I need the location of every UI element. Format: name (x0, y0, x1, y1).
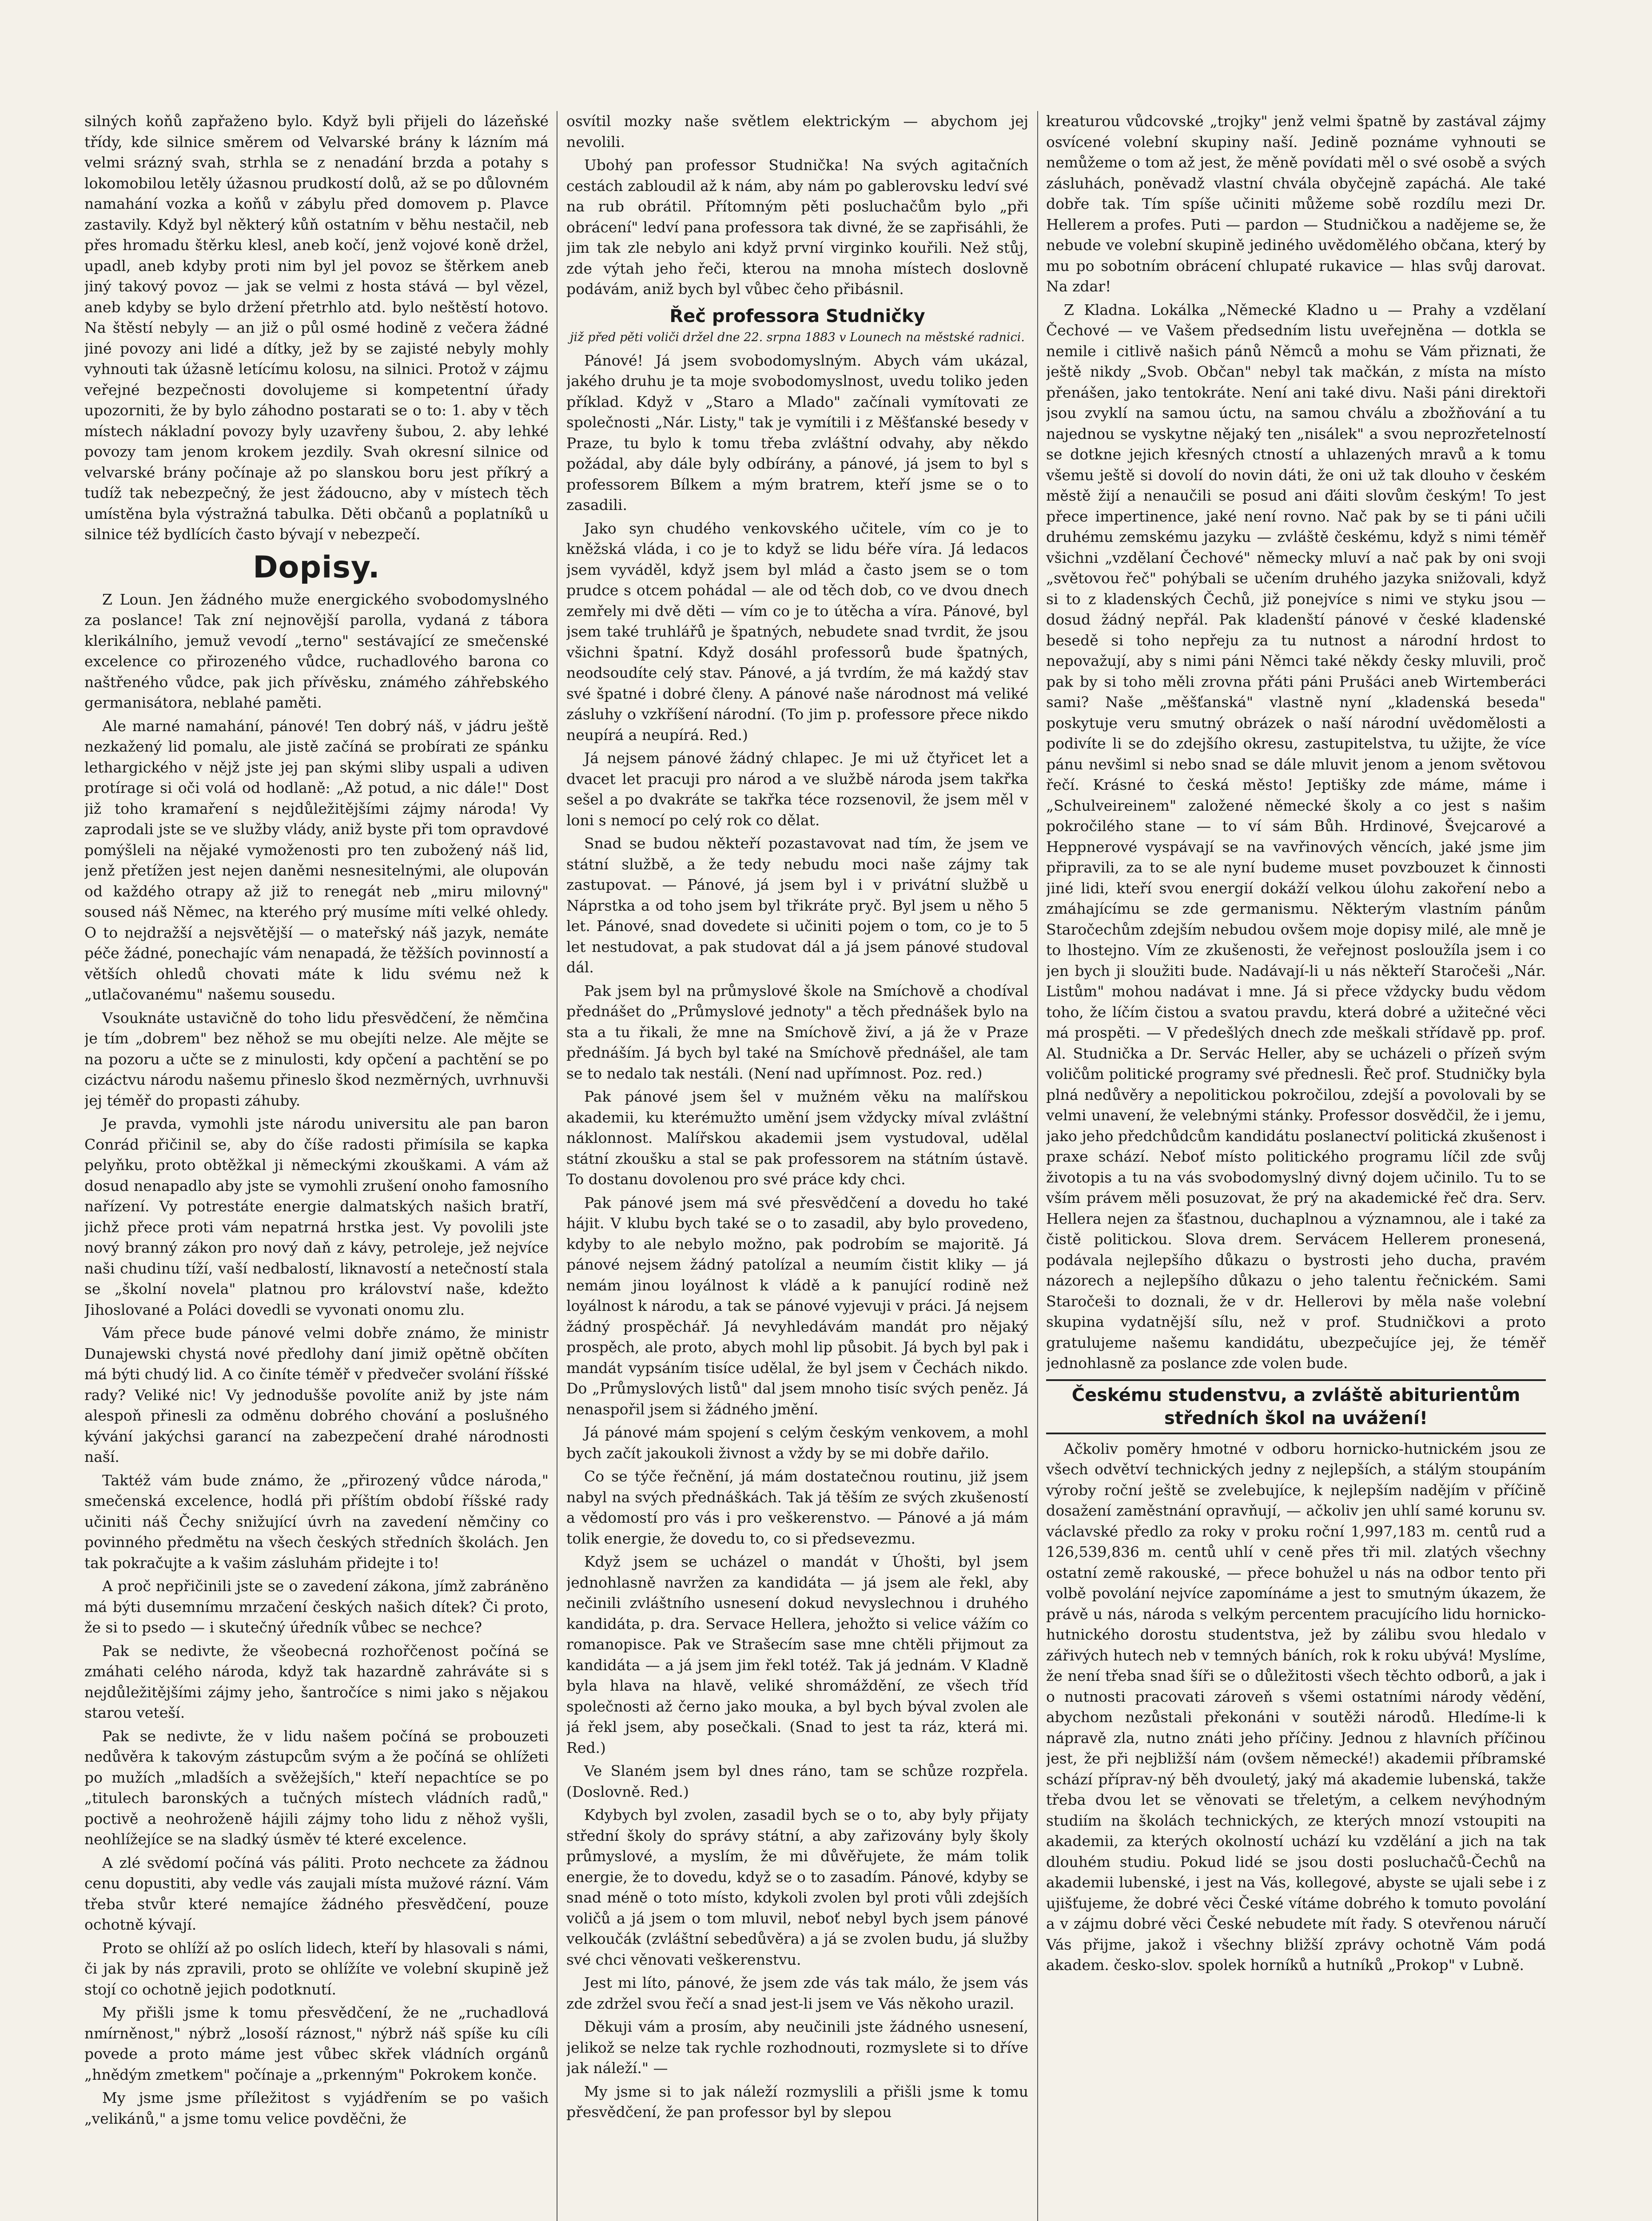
speech-paragraph: Děkuji vám a prosím, aby neučinili jste žádného usnesení, jelikož se nelze tak rychle rozhodnouti, rozmyslete si to dříve jak náleží." — (566, 2018, 1028, 2077)
article-continuation: silných koňů zapřaženo bylo. Když byli přijeli do lázeňské třídy, kde silnice směrem od Velvarské brány k lázním má velmi srázný svah, strhla se z nenadání brzda a potahy s lokomobilou letěly úžasnou prudkostí dolů, až se po důlovném namahání vozka a koňů v zábylu před domovem p. Plavce zastavily. Když byl některý kůň ostatním v běhu nestačil, neb přes hromadu štěrku klesl, aneb kočí, jenž vojové koně držel, upadl, aneb kdyby proti nim byl jel povoz se štěrkem aneb jiný takový povoz — jak se velmi z hosta stává — byl vězel, aneb kdyby se bylo držení přetrhlo atd. bylo neštěstí hotovo. Na štěstí nebyly — an již o půl osmé hodině z večera žádné jiné povozy ani lidé a dítky, jež by se zajisté nebyly mohly vyhnouti tak úžasně letícímu kolosu, na silnici. Protož v zájmu veřejné bezpečnosti dovolujeme si kompetentní úřady upozorniti, že by bylo záhodno postarati se o to: 1. aby v těch místech nákladní povozy byly uzavřeny šubou, 2. aby lehké povozy tam jenom krokem jezdily. Svah okresní silnice od velvarské brány počínaje až po slanskou boru jest příkrý a tudíž tak nebezpečný, že jest žádoucno, aby v místech těch umístěna byla výstražná tabulka. Děti občanů a poplatníků u silnice též bydlících často bývají v nebezpečí. (84, 112, 549, 543)
letter-paragraph: Proto se ohlíží až po oslích lidech, kteří by hlasovali s námi, či jak by nás zpravili, proto se ohlížíte ve volební skupině jež stojí co ochotně jejich podotknutí. (84, 1939, 549, 1998)
letter-paragraph: A zlé svědomí počíná vás páliti. Proto nechcete za žádnou cenu dopustiti, aby vedle vás zaujali místa mužové rázní. Vám třeba stvůr které nemajíce žádného přesvědčení, pouze ochotně kývají. (84, 1854, 549, 1933)
speech-paragraph: Snad se budou někteří pozastavovat nad tím, že jsem ve státní službě, a že tedy nebudu moci naše zájmy tak zastupovat. — Pánové, já jsem byl i v privátní službě u Náprstka a od toho jsem byl třikráte pryč. Byl jsem u něho 5 let. Pánové, snad dovedete si učiniti pojem o tom, co je to 5 let nestudovat, a pak studovat dál a já jsem pánové studoval dál. (566, 835, 1028, 976)
newspaper-page (84, 111, 1546, 2221)
letter-paragraph: Pak se nedivte, že v lidu našem počíná se probouzeti nedůvěra k takovým zástupcům svým a že počíná se ohlížeti po mužích „mladších a svěžejších," kteří nepachtíce se po „titulech baronských a tučných místech vládních radů," poctivě a neohroženě hájili zájmy toho lidu z něhož vyšli, neohlížejíce se na sladký úsměv té které excelence. (84, 1727, 549, 1848)
speech-paragraph: Pak pánové jsem šel v mužném věku na malířskou akademii, ku kterémužto umění jsem vždycky míval zvláštní náklonnost. Malířskou akademii jsem vystudoval, udělal státní zkoušku a stal se pak professorem na státním ústavě. To dostanu dovolenou pro své práce kdy chci. (566, 1088, 1028, 1188)
letter-paragraph: Ubohý pan professor Studnička! Na svých agitačních cestách zabloudil až k nám, aby nám po gablerovsku ledví své na rub obrátil. Přítomným pěti posluchačům bylo „při obrácení" ledví pana professora tak divné, že se zapřisáhli, že jim tak zle nebylo ani když první virginko kouřili. Než stůj, zde výtah jeho řeči, kterou na mnoha místech doslovně podávám, aniž bych byl vůbec čeho přibásnil. (566, 156, 1028, 298)
column-left (84, 111, 549, 2221)
speech-paragraph: Pak jsem byl na průmyslové škole na Smíchově a chodíval přednášet do „Průmyslové jednoty" a těch přednášek bylo na sta a tu řikali, že mne na Smíchově živí, a já že v Praze přednáším. Já bych byl také na Smíchově přednášel, ale tam se to nedalo tak nestáli. (Není nad upřímnost. Poz. red.) (566, 982, 1028, 1082)
letter-paragraph: kreaturou vůdcovské „trojky" jenž velmi špatně by zastával zájmy osvícené volební skupiny naší. Jedině poznáme vyhnouti se nemůžeme o tom až jest, že měně povídati měl o své osobě a svých zásluhách, poněvadž vlastní chvála obyčejně zapáchá. Ale také dobře tak. Tím spíše učiniti můžeme sobě rozdílu mezi Dr. Hellerem a profes. Puti — pardon — Studničkou a nadějeme se, že nebude ve volební skupině jediného uvědomělého občana, který by mu po sobotním obrácení chlupaté rukavice — hlas svůj darovat. Na zdar! (1046, 112, 1546, 295)
letter-paragraph: Pak se nedivte, že všeobecná rozhořčenost počíná se zmáhati celého národa, když tak hazardně zahráváte si s nejdůležitějšími zájmy jeho, šantročíce s nimi jako s nějakou starou veteší. (84, 1642, 549, 1721)
speech-heading: Řeč professora Studničky (669, 306, 925, 326)
students-notice-heading: Českému studenstvu, a zvláště abiturientům středních škol na uvážení! (1046, 1379, 1546, 1434)
section-heading-dopisy: Dopisy. (253, 549, 380, 585)
students-notice-text: Ačkoliv poměry hmotné v odboru hornicko-hutnickém jsou ze všech odvětví technických jedny z nejlepších, a stálým stoupáním výroby roční ještě se zvelebujíce, k nejlepším nadějím v příčině dosažení zaměstnání opravňují, — ačkoliv jen uhlí samé korunu sv. václavské předlo za roky v proku roční 1,997,183 m. centů rud a 126,539,836 m. centů uhlí v ceně přes tři mil. zlatých všechny ostatní země rakouské, — přece bohužel u nás na odbor tento při volbě povolání nejvíce zapomínáme a jest to smutným úkazem, že právě u nás, národa s velkým percentem pracujícího lidu hornicko-hutnického dorostu studentstva, jež by zálibu svou hledalo v zářivých hutech neb v temných báních, rok k roku ubývá! Myslíme, že není třeba snad šíři se o důležitosti všech těchto odborů, a jak i o nutnosti pracovati zároveň s všemi ostatními národy vědění, abychom nezůstali překonáni v soutěži národů. Hledíme-li k nápravě zla, nutno znáti jeho příčiny. Jednou z hlavních příčinou jest, že při nejbližší nám (ovšem německé!) akademii příbramské schází příprav-ný běh dvouletý, jaký má akademie lubenská, takže třeba dvou let se věnovati se třeletým, a celkem nevýhodným studiím na školách technických, ze kterých mnozí vstoupiti na akademii, za kterých okolností uchází ku vzdělání a jich na tak dlouhém studiu. Pokud lidé se jsou dosti posluchačů-Čechů na akademii lubenské, i jest na Vás, kollegové, abyste se ujali sebe i z ujišťujeme, že dobré věci České vítáme dobrého k tomuto povolání a v zájmu dobré věci České nebudete mít řady. S otevřenou náručí Vás přijme, jakož i všechny bližší zprávy ochotně Vám podá akadem. česko-slov. spolek horníků a hutníků „Prokop" v Lubně. (1046, 1440, 1546, 1974)
letter-paragraph: Vám přece bude pánové velmi dobře známo, že ministr Dunajewski chystá nové předlohy daní jimiž opětně občíten má býti chudý lid. A co činíte téměř v předvečer svolání říšské rady? Veliké nic! Vy jednodušše povolíte aniž by jste nám alespoň přinesli za odměnu dobrého chování a poslušného kývání jakýchsi garancí na zabezpečení drahé národnosti naší. (84, 1324, 549, 1465)
speech-paragraph: Jako syn chudého venkovského učitele, vím co je to kněžská vláda, i co je to když se lidu béře víra. Já ledacos jsem vyváděl, když jsem byl mlád a často jsem se o tom prudce s otcem pohádal — ale od těch dob, co ve dvou dnech zemřely mi dvě děti — vím co je to útěcha a víra. Pánové, byl jsem také truhlářů je špatných, nebudete snad tvrdit, že jsou všichni špatní. Když dosáhl professorů bude špatných, neodsoudíte celý stav. Pánové, a já tvrdím, že má každý stav své špatné i dobré členy. A pánové naše národnost má veliké zásluhy o vzkříšení národní. (To jim p. professore přece nikdo neupírá a neupírá. Red.) (566, 519, 1028, 744)
speech-paragraph: Co se týče řečnění, já mám dostatečnou routinu, již jsem nabyl na svých přednáškách. Tak já těším ze svých zkušeností a vědomostí pro vás i pro veškerenstvo. — Pánové a já mám tolik energie, že dovedu to, co si předsevezmu. (566, 1468, 1028, 1547)
kladno-report: Z Kladna. Lokálka „Německé Kladno u — Prahy a vzdělaní Čechové — ve Vašem předsedním listu uveřejněna — dotkla se nemile i citlivě našich pánů Němců a mohu se Vám přiznati, že ještě nikdy „Svob. Občan" nebyl tak mačkán, z místa na místo přenášen, jako tentokráte. Není ani také divu. Naši páni direktoři jsou zvyklí na samou úctu, na samou chválu a zbožňování a tu najednou se vyskytne nějaký ten „nisálek" a svou neprozřetelností se dotkne jejich křesných ctností a uhlazených mravů a k tomu všemu ještě si dovolí do novin dáti, že oni už tak dlouho v českém městě žijí a nenaučili se posud ani ďáiti slovům českým! To jest přece impertinence, jaké není rovno. Nač pak by se ti páni učili druhému zemskému jazyku — zvláště českému, když s nimi téměř všichni „vzdělaní Čechové" německy mluví a nač pak by oni svoji „světovou řeč" pohýbali se učením druhého jazyka snižovali, když si to z kladenských Čechů, již ponejvíce s nimi ve styku jsou — dosud žádný nepřál. Pak kladenští pánové v české kladenské besedě si toho nepřeju za tu nutnost a národní hrdost to nepovažují, aby s nimi páni Němci také někdy česky mluvili, proč pak by si toho měli zrovna přáti páni Prušáci aneb Wirtemberáci sami? Naše „měšťanská" vlastně nyní „kladenská beseda" poskytuje veru smutný obrázek o naší národní uvědomělosti a podivíte li se do zdejšího okresu, zastupitelstva, tu užijte, že více pánu nevšiml si nebo snad se dále mluvit jenom a jenom světovou řečí. Krásné to česká město! Jeptišky zde máme, máme i „Schulveireinem" založené německé školy a co jest s našim pokročilého stane — to ví sám Bůh. Hrdinové, Švejcarové a Heppnerové vyspávají se na vavřinových věncích, jaké jsme jim připravili, za to se ale nyní budeme muset povzbouzet k činnosti jiné lidi, kteří svou energií dokáží velkou úlohu zakoření nebo a zmáhajícímu se zde germanismu. Některým vlastním pánům Staročechům zdejším nebudou ovšem moje dopisy milé, ale mně je to lhostejno. Vím ze zkušenosti, že veřejnost posloužíla jsem i co jen bych ji sloužiti bude. Nadávají-li u nás někteří Staročeši „Nár. Listům" mohou nadávat i mne. Já si přece vždycky budu vědom toho, že líčím čistou a svatou pravdu, která dobré a užitečné věci má prospěti. — V předešlých dnech zde meškali střídavě pp. prof. Al. Studnička a Dr. Servác Heller, aby se ucházeli o přízeň svým voličům politické programy své přednesli. Řeč prof. Studničky byla plná nedůvěry a nepolitickou pokročilou, zdejší a povolovali by se velmi unavení, že velebnými stánky. Professor dosvědčil, že i jemu, jako jeho předchůdcům kandidátu poslanectví politická zkušenost i praxe schází. Neboť místo politického programu líčil zde svůj životopis a tu na vás svobodomyslný divný dojem učinilo. Tu to se vším právem měli posuzovat, že prý na akademické řeč dra. Serv. Hellera nejen za šťastnou, duchaplnou a významnou, ale i také za čistě politickou. Slova drem. Servácem Hellerem pronesená, podávala nejlepšího důkazu o bystrosti jeho ducha, pravém názorech a nejlepšího důkazu o jeho talentu řečnickém. Sami Staročeši to doznali, že v dr. Hellerovi by měla naše volební skupina vydatnější sílu, než v prof. Studničkovi a proto gratulujeme našemu kandidátu, ubezpečujíce jej, že téměř jednohlasně za poslance zde volen bude. (1046, 301, 1546, 1372)
speech-paragraph: Já nejsem pánové žádný chlapec. Je mi už čtyřicet let a dvacet let pracuji pro národ a ve službě národa jsem takřka sešel a po dvakráte se takřka téce rozsenovil, že jsem měl v loni s nemocí po celý rok co dělat. (566, 749, 1028, 829)
letter-paragraph: My přišli jsme k tomu přesvědčení, že ne „ruchadlová nmírněnost," nýbrž „losoší ráznost," nýbrž náš spíše ku cíli povede a proto máme jest vůbec skřek vládních orgánů „hnědým zmetkem" počínaje a „prkenným" Pokrokem konče. (84, 2004, 549, 2083)
letter-paragraph: My jsme jsme příležitost s vyjádřením se po vašich „velikánů," a jsme tomu velice povděčni, že (84, 2089, 549, 2127)
speech-paragraph: My jsme si to jak náleží rozmyslili a přišli jsme k tomu přesvědčení, že pan professor byl by slepou (566, 2082, 1028, 2121)
letter-paragraph: Ale marné namahání, pánové! Ten dobrý náš, v jádru ještě nezkažený lid pomalu, ale jistě začíná se probírati ze spánku lethargického v nějž jste jej pan skými sliby uspali a udiven protírage si oči volá od hodlaně: „Až potud, a nic dále!" Dost již toho kramaření s nejdůležitějšími zájmy národa! Vy zaprodali jste se ve služby vlády, aniž byste při tom opravdové pomýšleli na nějaké vymoženosti pro ten zubožený náš lid, jenž přetížen jest nejen daněmi nesnesitelnými, ale olupován od každého otrapy až již to renegát neb „miru milovný" soused náš Němec, na kterého prý musíme míti velké ohledy. O to nejdražší a nejsvětější — o mateřský náš jazyk, nemáte péče žádné, ponechajíc vám nenapadá, že těžších povinností a větších ohledů chovati máte k lidu svému než k „utlačovanému" našemu sousedu. (84, 717, 549, 1003)
speech-paragraph: Kdybych byl zvolen, zasadil bych se o to, aby byly přijaty střední školy do správy státní, a aby zařizovány byly školy průmyslové, a myslím, že mi důvěřujete, že mám tolik energie, že to dovedu, když se o to zasadím. Pánové, kdyby se snad méně o toto místo, kdykoli zvolen byl proti vůli zdejších voličů a já jsem o tom mluvil, neboť nebyl bych jsem pánové velkoučák (zvláštní sebedůvěra) a já se zvolen budu, já služby své chci věnovati veškerenstvu. (566, 1806, 1028, 1968)
speech-paragraph: Já pánové mám spojení s celým českým venkovem, a mohl bych začít jakoukoli živnost a vždy by se mi dobře dařilo. (566, 1424, 1028, 1462)
letter-paragraph: osvítil mozky naše světlem elektrickým — abychom jej nevolili. (566, 112, 1028, 151)
speech-paragraph: Pánové! Já jsem svobodomyslným. Abych vám ukázal, jakého druhu je ta moje svobodomyslnost, uvedu toliko jeden příklad. Když v „Staro a Mlado" začínali vymítovati ze společnosti „Nár. Listy," tak je vymítili i z Měšťanské besedy v Praze, tu bylo k tomu třeba zvláštní odvahy, aby někdo požádal, aby dále byly odbírány, a pánové, já jsem to byl s professorem Bílkem a mým bratrem, kteří jsme se o to zasadili. (566, 351, 1028, 513)
speech-paragraph: Když jsem se ucházel o mandát v Úhošti, byl jsem jednohlasně navržen za kandidáta — já jsem ale řekl, aby nečinili zvláštního usnesení dokud nevyslechnou i druhého kandidáta, p. dra. Servace Hellera, jehožto si velice vážím co romanopisce. Pak ve Strašecím sase mne chtěli přijmout za kandidáta — a já jsem jim řekl totéž. Tak já jednám. V Kladně byla hlava na hlavě, veliké shromáždění, ze všech tříd společnosti až černo jako mouka, a byl bych býval zvolen ale já řekl jsem, aby posečkali. (Snad to jest ta ráz, která mi. Red.) (566, 1553, 1028, 1756)
speech-paragraph: Jest mi líto, pánové, že jsem zde vás tak málo, že jsem vás zde zdržel svou řečí a snad jest-li jsem ve Vás někoho urazil. (566, 1974, 1028, 2012)
letter-paragraph: Z Loun. Jen žádného muže energického svobodomyslného za poslance! Tak zní nejnovější parolla, vydaná z tábora klerikálního, jemuž vevodí „terno" sestávající ze smečenské excelence co přirozeného vůdce, ruchadlového barona co naštřeného vůdce, pak jich přívěsku, známého záhřebského germanisátora, neblahé paměti. (84, 590, 549, 711)
letter-paragraph: Taktéž vám bude známo, že „přirozený vůdce národa," smečenská excelence, hodlá při příštím období říšské rady učiniti náš Čechy snižující úvrh na zavedení němčiny co povinného předmětu na všech českých středních školách. Jen tak pokračujte a k vašim zásluhám přidejte i to! (84, 1471, 549, 1572)
speech-subheading: již před pěti voliči držel dne 22. srpna 1883 v Lounech na městské radnici. (570, 330, 1025, 344)
letter-paragraph: Vsouknáte ustavičně do toho lidu přesvědčení, že němčina je tím „dobrem" bez něhož se mu obejíti nelze. Ale mějte se na pozoru a učte se z minulosti, kdy opčení a pachtění se po cizáctvu národu našemu přineslo škod nezměrných, uvrhnuvši jej téměř do propasti záhuby. (84, 1009, 549, 1109)
column-middle (566, 111, 1028, 2221)
column-right (1046, 111, 1546, 2221)
letter-paragraph: Je pravda, vymohli jste národu universitu ale pan baron Conrád přičinil se, aby do číše radosti přimísila se kapka pelyňku, proto obtěžkal ji německými zkouškami. A vám až dosud nenapadlo aby jste se vymohli zrušení onoho famosního nařízení. Vy potrestáte energie dalmatských našich bratří, jichž přece proti vám nepatrná hrstka jest. Vy povolili jste nový branný zákon pro nový daň z kávy, petroleje, jež nejvíce naši chudinu tíží, vaší nedbalostí, liknavostí a netečností stala se „školní novela" platnou pro království naše, kdežto Jihoslované a Poláci dovedli se vyvonati onomu zlu. (84, 1115, 549, 1318)
letter-paragraph: A proč nepřičinili jste se o zavedení zákona, jímž zabráněno má býti dusemnímu mrzačení českých našich dítek? Či proto, že si to psedo — i skutečný úředník vůbec se nechce? (84, 1577, 549, 1636)
speech-paragraph: Pak pánové jsem má své přesvědčení a dovedu ho také hájit. V klubu bych také se o to zasadil, aby bylo provedeno, kdyby to ale nebylo možno, pak podrobím se majoritě. Já pánové nejsem žádný patolízal a neumím čistit kliky — já nemám jinou loyálnost k vládě a k panující rodině než loyálnost k národu, a tak se pánové vyjevuji v práci. Já nejsem žádný prospěchář. Já nevyhledávám mandát pro nějaký prospěch, ale proto, abych mohl lip působit. Já bych byl pak i mandát vypsáním tisíce udělal, že byl jsem v Čechách nikdo. Do „Průmyslových listů" dal jsem mnoho tisíc svých peněz. Já nenaspořil jsem si žádného jmění. (566, 1194, 1028, 1418)
column-rule (1037, 111, 1038, 2221)
speech-paragraph: Ve Slaném jsem byl dnes ráno, tam se schůze rozpřela. (Doslovně. Red.) (566, 1762, 1028, 1800)
